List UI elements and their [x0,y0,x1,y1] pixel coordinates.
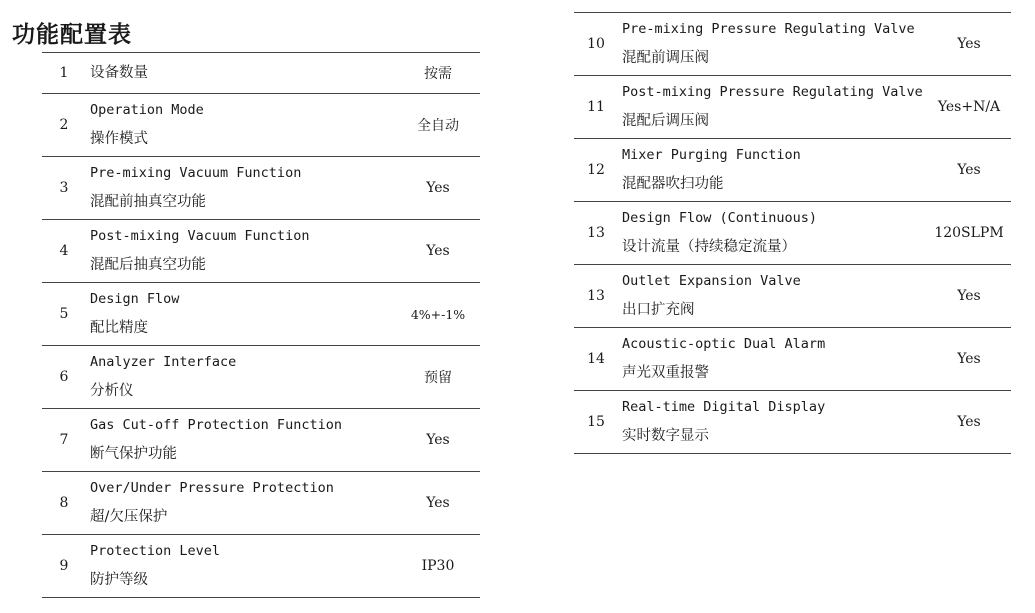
row-label-en: Gas Cut-off Protection Function [90,417,342,433]
row-label-en: Protection Level [90,543,221,559]
row-number: 1 [59,65,69,81]
row-number: 4 [59,243,69,259]
row-label-cn: 混配后抽真空功能 [90,257,206,273]
row-label-cn: 配比精度 [90,320,148,336]
row-number: 5 [59,306,69,322]
row-number: 6 [59,369,69,385]
row-description [90,283,390,345]
row-value: Yes [426,243,450,259]
row-label-cn: 出口扩充阀 [622,302,695,318]
table-row [574,391,1011,454]
row-label-en: Outlet Expansion Valve [622,273,801,289]
row-label-cn: 实时数字显示 [622,428,709,444]
row-label-en: Operation Mode [90,102,204,118]
row-label-cn: 混配后调压阀 [622,113,709,129]
row-label-en: Acoustic-optic Dual Alarm [622,336,826,352]
row-label-cn: 设备数量 [90,65,148,81]
row-value: Yes [957,162,981,178]
table-row [42,94,480,157]
row-label-cn: 操作模式 [90,131,148,147]
row-value: IP30 [421,558,455,574]
row-description [90,94,390,156]
table-row [574,76,1011,139]
row-label-cn: 混配前调压阀 [622,50,709,66]
table-row [42,409,480,472]
table-row [42,535,480,598]
row-number: 13 [587,225,605,241]
table-row [42,283,480,346]
row-label-en: Over/Under Pressure Protection [90,480,334,496]
row-description [622,13,921,75]
row-value: Yes [426,432,450,448]
row-number: 14 [587,351,605,367]
table-row [574,328,1011,391]
row-description [90,220,390,282]
table-row [42,220,480,283]
row-description [90,53,390,93]
row-value: Yes+N/A [937,99,1001,115]
row-value: 预留 [424,370,452,386]
row-label-cn: 超/欠压保护 [90,509,168,525]
table-row [42,346,480,409]
spec-table-right [574,12,1011,454]
row-value: Yes [957,36,981,52]
row-number: 7 [59,432,69,448]
row-number: 2 [59,117,69,133]
table-row [574,202,1011,265]
spec-table-left [42,52,480,598]
table-row [42,472,480,535]
table-row [574,13,1011,76]
row-value: 按需 [424,66,452,82]
row-label-en: Real-time Digital Display [622,399,826,415]
row-description [90,346,390,408]
row-value: Yes [957,414,981,430]
row-description [622,139,921,201]
table-row [574,265,1011,328]
row-number: 8 [59,495,69,511]
row-label-en: Post-mixing Pressure Regulating Valve [622,84,923,100]
table-row [574,139,1011,202]
row-value: 120SLPM [934,225,1004,241]
row-description [622,328,921,390]
row-number: 13 [587,288,605,304]
row-description [622,265,921,327]
row-number: 3 [59,180,69,196]
row-value: 全自动 [417,118,459,134]
row-description [622,202,921,264]
row-label-en: Mixer Purging Function [622,147,801,163]
table-row [42,53,480,94]
row-number: 9 [59,558,69,574]
row-label-cn: 混配前抽真空功能 [90,194,206,210]
row-value: Yes [957,351,981,367]
row-description [622,76,921,138]
row-label-cn: 断气保护功能 [90,446,177,462]
row-number: 15 [587,414,605,430]
row-description [90,409,390,471]
row-label-cn: 分析仪 [90,383,134,399]
row-description [90,472,390,534]
row-description [622,391,921,453]
row-label-cn: 防护等级 [90,572,148,588]
row-label-cn: 混配器吹扫功能 [622,176,724,192]
row-value: 4%+-1% [410,306,466,322]
row-label-en: Analyzer Interface [90,354,237,370]
row-number: 10 [587,36,605,52]
row-description [90,157,390,219]
row-label-en: Pre-mixing Pressure Regulating Valve [622,21,915,37]
row-value: Yes [426,180,450,196]
row-label-cn: 声光双重报警 [622,365,709,381]
row-number: 11 [587,99,605,115]
row-description [90,535,390,597]
row-value: Yes [957,288,981,304]
row-label-en: Pre-mixing Vacuum Function [90,165,302,181]
row-label-en: Design Flow [90,291,180,307]
row-label-en: Design Flow (Continuous) [622,210,818,226]
table-row [42,157,480,220]
row-label-cn: 设计流量（持续稳定流量） [622,239,796,255]
row-value: Yes [426,495,450,511]
page-title: 功能配置表 [12,22,132,48]
row-number: 12 [587,162,605,178]
row-label-en: Post-mixing Vacuum Function [90,228,310,244]
